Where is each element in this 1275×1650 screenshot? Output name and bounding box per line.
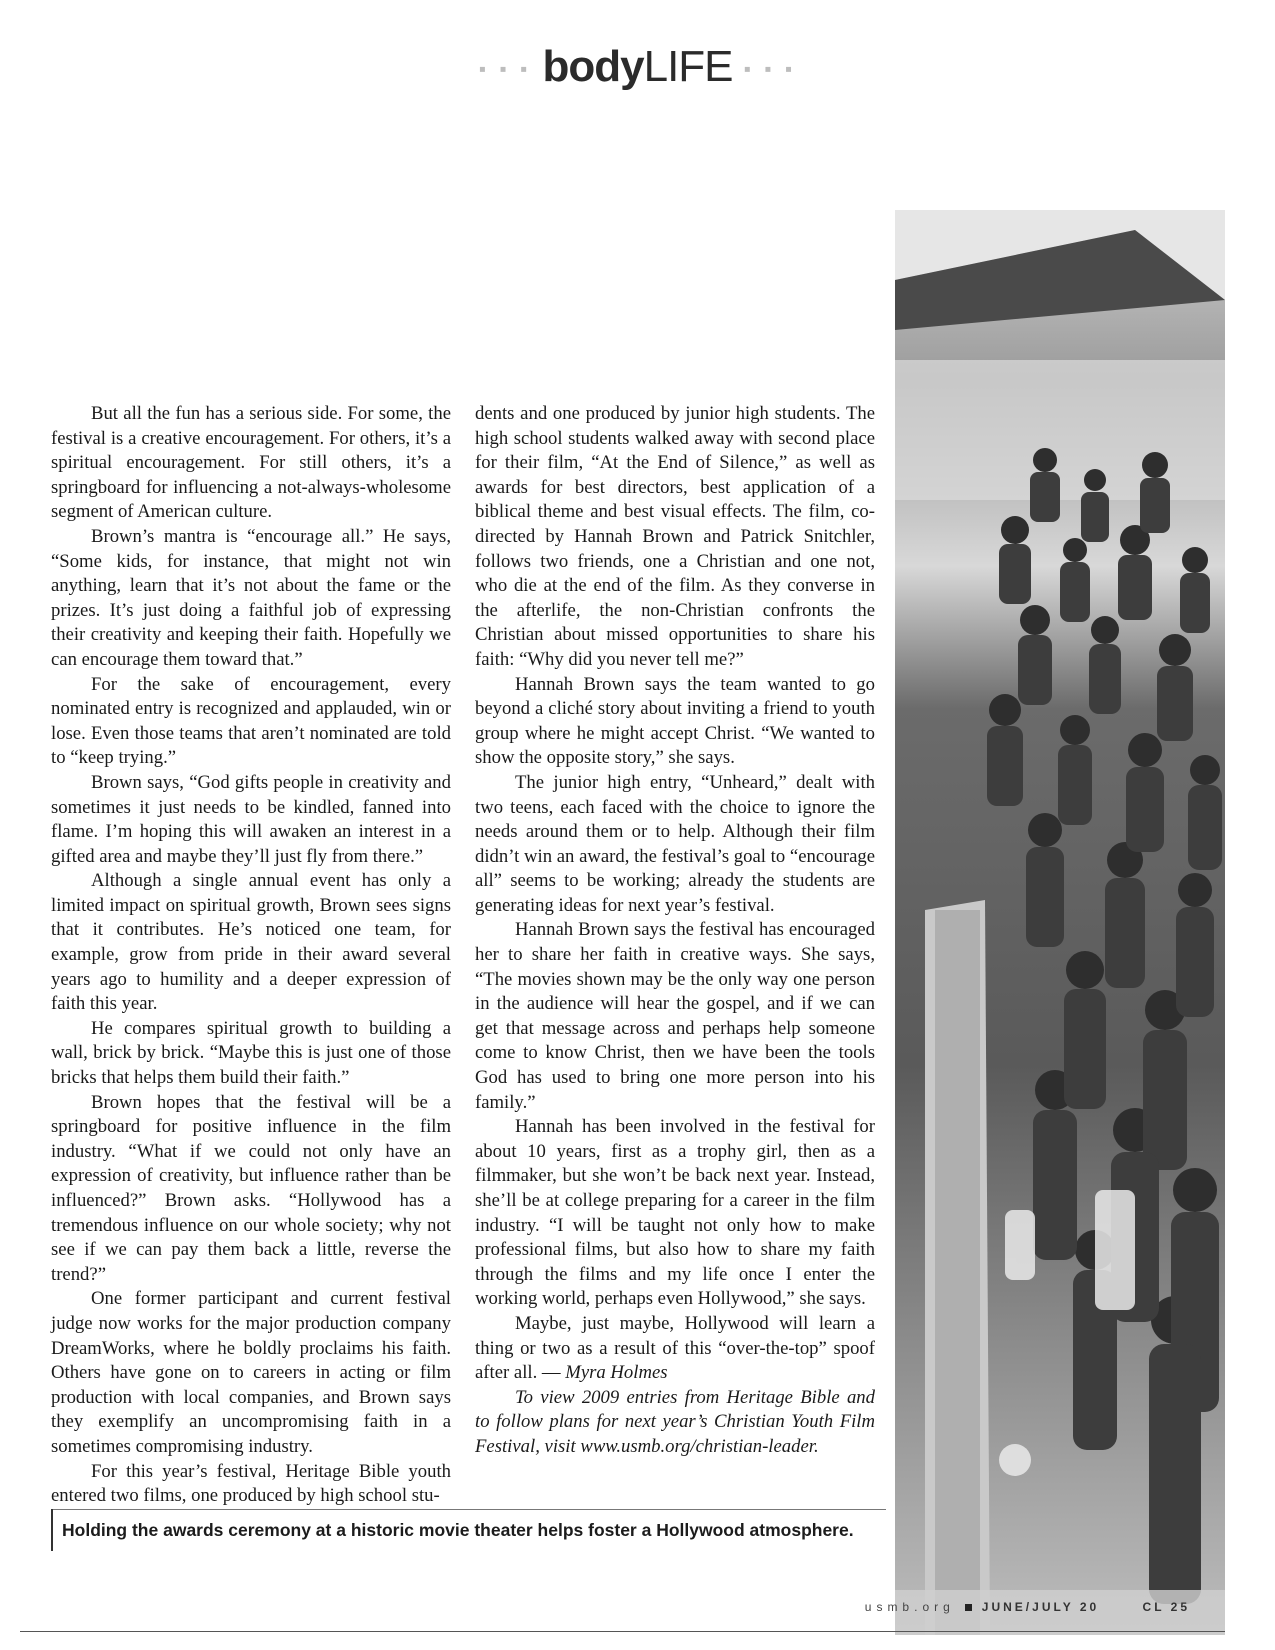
paragraph: One former participant and current festival judge now works for the major production company DreamWorks, where he boldly proclaims his faith. Others have gone on to careers in acting or film production with local companies, and Brown says they exemplify an uncompromising faith in a sometimes compromising industry.: [51, 1288, 451, 1457]
header-dots-right: ▪ ▪ ▪: [743, 58, 797, 81]
photo-caption: Holding the awards ceremony at a historic movie theater helps foster a Hollywood atmosphere.: [62, 1520, 854, 1540]
article-column-right: [475, 402, 875, 1460]
closing-text: Maybe, just maybe, Hollywood will learn a thing or two as a result of this “over-the-top” spoof after all. —: [475, 1312, 875, 1384]
caption-bar: [51, 1509, 53, 1551]
paragraph: Hannah has been involved in the festival for about 10 years, first as a trophy girl, then as a filmmaker, but she won’t be back next year. Instead, she’ll be at college preparing for a career in the film industry. “I will be taught not only how to make professional films, but also how to share my faith through the films and my life once I enter the working world, perhaps even Hollywood,” she says.: [475, 1116, 875, 1310]
paragraph: Brown says, “God gifts people in creativity and sometimes it just needs to be kindled, fanned into flame. I’m hoping this will awaken an interest in a gifted area and maybe they’ll just fly from there.”: [51, 771, 451, 867]
header-dots-left: ▪ ▪ ▪: [478, 58, 532, 81]
paragraph: Hannah Brown says the festival has encouraged her to share her faith in creative ways. She says, “The movies shown may be the only way one person in the audience will hear the gospel, and if we can get that message across and perhaps help someone come to know Christ, then we have been the tools God has used to bring one more person into his family.”: [475, 919, 875, 1113]
caption-divider: [51, 1509, 886, 1510]
footer-issue: JUNE/JULY 20: [981, 1600, 1100, 1614]
crowd-photo: [895, 210, 1225, 1635]
paragraph: The junior high entry, “Unheard,” dealt with two teens, each faced with the choice to ignore the needs around them or to help. Although their film didn’t win an award, the festival’s goal to “encourage all” seems to be working; already the students are generating ideas for next year’s festival.: [475, 771, 875, 916]
promo-note: To view 2009 entries from Heritage Bible and to follow plans for next year’s Christian Youth Film Festival, visit www.usmb.org/christian-leader.: [475, 1386, 875, 1457]
paragraph: But all the fun has a serious side. For some, the festival is a creative encouragement. For others, it’s a spiritual encouragement. For still others, it’s a springboard for influencing a not-always-wholesome segment of American culture.: [51, 403, 451, 523]
paragraph: He compares spiritual growth to building a wall, brick by brick. “Maybe this is just one of those bricks that helps them build their faith.”: [51, 1017, 451, 1089]
page-footer: [865, 1600, 1190, 1614]
article-column-left: [51, 402, 451, 1509]
paragraph: Brown hopes that the festival will be a springboard for positive influence in the film industry. “What if we could not only have an expression of creativity, but influence rather than be influenced?” Brown asks. “Hollywood has a tremendous influence on our whole society; why not see if we can pay them back a little, reverse the trend?”: [51, 1091, 451, 1285]
footer-square-icon: [965, 1604, 972, 1611]
paragraph: For the sake of encouragement, every nominated entry is recognized and applauded, win or lose. Even those teams that aren’t nominated are told to “keep trying.”: [51, 673, 451, 769]
paragraph: Hannah Brown says the team wanted to go beyond a cliché story about inviting a friend to youth group where he might accept Christ. “We wanted to show the opposite story,” she says.: [475, 673, 875, 769]
footer-page-number: CL 25: [1142, 1600, 1190, 1614]
header-title-light: LIFE: [643, 42, 733, 91]
paragraph: dents and one produced by junior high students. The high school students walked away with second place for their film, “At the End of Silence,” as well as awards for best directors, best application of a biblical theme and best visual effects. The film, co-directed by Hannah Brown and Patrick Snitchler, follows two friends, one a Christian and one not, who die at the end of the film. As they converse in the afterlife, the non-Christian confronts the Christian about missed opportunities to share his faith: “Why did you never tell me?”: [475, 403, 875, 670]
header-title-bold: body: [542, 42, 644, 91]
footer-site: usmb.org: [864, 1600, 955, 1614]
paragraph: Brown’s mantra is “encourage all.” He says, “Some kids, for instance, that might not win anything, learn that it’s not about the fame or the prizes. It’s just doing a faithful job of expressing their creativity and keeping their faith. Hopefully we can encourage them toward that.”: [51, 525, 451, 670]
section-header: [0, 40, 1275, 96]
paragraph: Although a single annual event has only a limited impact on spiritual growth, Brown sees signs that it contributes. He’s noticed one team, for example, grow from pride in their award several years ago to humility and a deeper expression of faith this year.: [51, 870, 451, 1015]
paragraph: For this year’s festival, Heritage Bible youth entered two films, one produced by high school stu-: [51, 1460, 451, 1507]
author-credit: Myra Holmes: [565, 1362, 668, 1384]
closing-paragraph: [475, 1312, 875, 1386]
bottom-rule: [20, 1631, 1225, 1632]
